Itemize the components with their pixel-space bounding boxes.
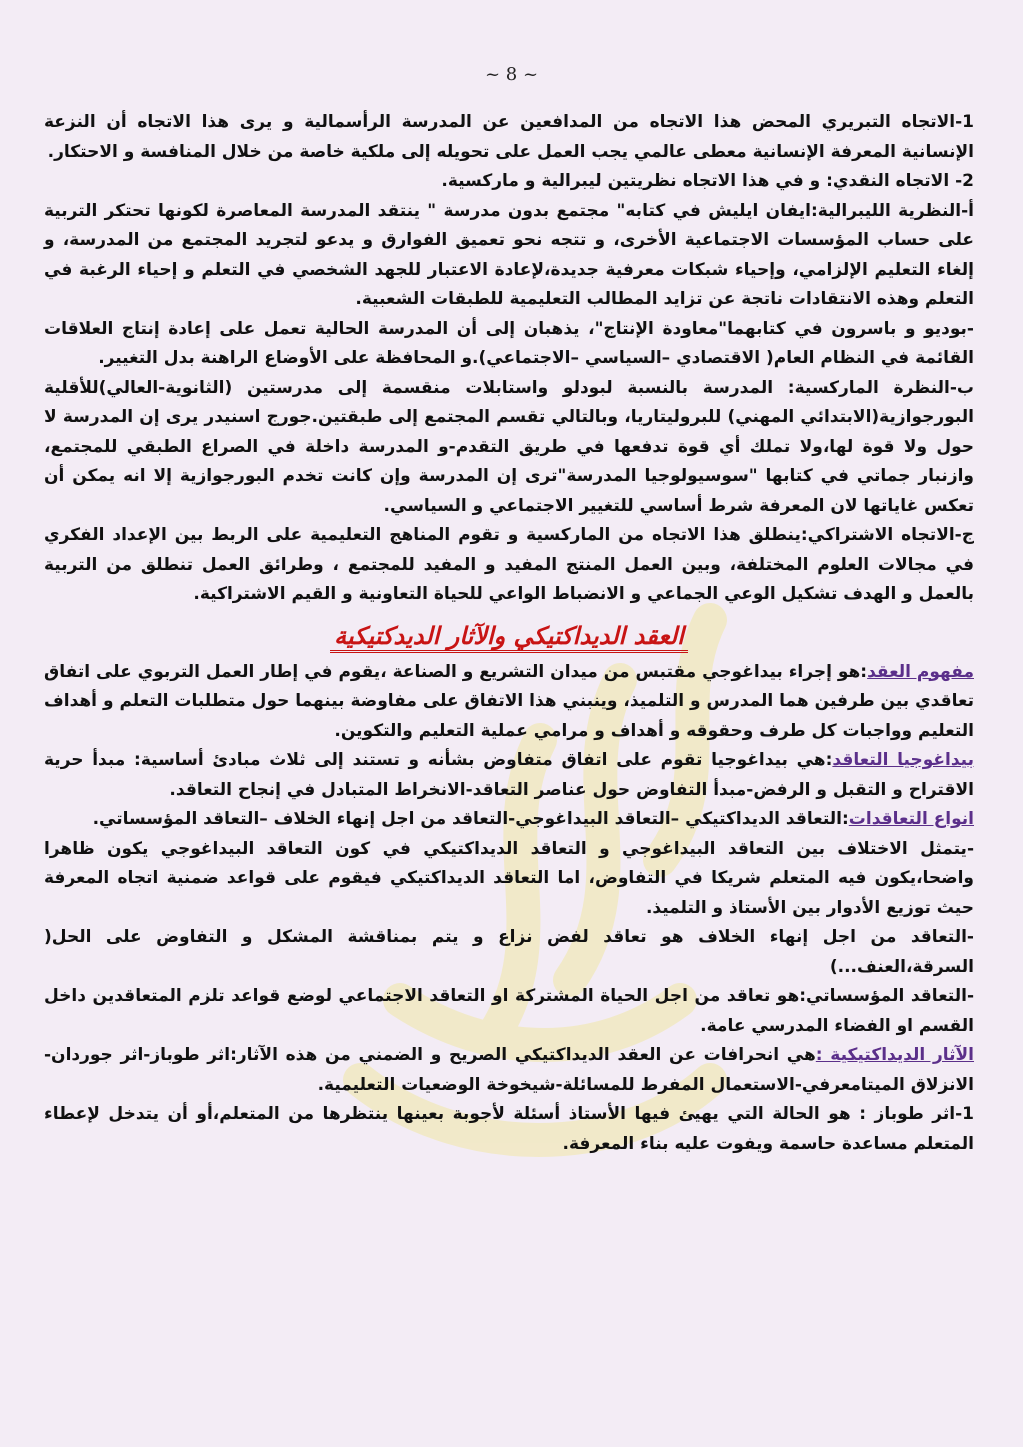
text-contract-concept: :هو إجراء بيداغوجي مقتبس من ميدان التشريع و الصناعة ،يقوم في إطار العمل التربوي على اتفاق تعاقدي بين طرفين هما المدرس و التلميذ، وينبني هذا الاتفاق على مفاوضة بينهما حول متطلبات التعلم و أهداف التعليم وواجبات كل طرف وحقوقه و أهداف و مرامي عملية التعليم والتكوين.: [44, 661, 974, 741]
paragraph-justification-trend: 1-الاتجاه التبريري المحض هذا الاتجاه من المدافعين عن المدرسة الرأسمالية و يرى هذا الاتجاه أن النزعة الإنسانية المعرفة الإنسانية معطى عالمي يجب العمل على تحويله إلى ملكية خاصة من خلال المنافسة و الاحتكار.: [44, 112, 974, 162]
term-contract-pedagogy: بيداغوجيا التعاقد: [832, 750, 974, 770]
paragraph-didactic-effects: [44, 1041, 974, 1100]
paragraph-topaze-effect: 1-اثر طوباز : هو الحالة التي يهيئ فيها الأستاذ أسئلة لأجوبة بعينها ينتظرها من المتعلم،أو أن يتدخل لإعطاء المتعلم مساعدة حاسمة ويفوت عليه بناء المعرفة.: [44, 1104, 974, 1154]
term-contract-types: انواع التعاقدات: [848, 809, 974, 829]
paragraph-contract-pedagogy: [44, 746, 974, 805]
term-contract-concept: مفهوم العقد: [867, 661, 974, 682]
paragraph-bourdieu-passeron: -بوديو و باسرون في كتابهما"معاودة الإنتاج"، يذهبان إلى أن المدرسة الحالية تعمل على إعادة إنتاج العلاقات القائمة في النظام العام( الاقتصادي –السياسي –الاجتماعي).و المحافظة على الأوضاع الراهنة بدل التغيير.: [44, 318, 974, 368]
section-heading-text: العقد الديداكتيكي والآثار الديدكتيكية: [330, 621, 688, 653]
paragraph-conflict-contract: -التعاقد من اجل إنهاء الخلاف هو تعاقد لفض نزاع و يتم بمناقشة المشكل و التفاوض على الحل( السرقة،العنف...): [44, 927, 974, 977]
paragraph-institutional-contract: -التعاقد المؤسساتي:هو تعاقد من اجل الحياة المشتركة او التعاقد الاجتماعي لوضع قواعد تلزم المتعاقدين داخل القسم او الفضاء المدرسي عامة.: [44, 986, 974, 1036]
page-number: ~ 8 ~: [484, 64, 539, 85]
paragraph-critical-trend: 2- الاتجاه النقدي: و في هذا الاتجاه نظريتين ليبرالية و ماركسية.: [441, 171, 974, 191]
paragraph-marxist-view: ب-النظرة الماركسية: المدرسة بالنسبة لبودلو واستابلات منقسمة إلى مدرستين (الثانوية-العالي)للأقلية البورجوازية(الابتدائي المهني) للبروليتاريا، وبالتالي تقسم المجتمع إلى طبقتين.جورج اسنيدر يرى إن المدرسة لا حول ولا قوة لها،ولا تملك أي قوة تدفعها في طريق التقدم-و المدرسة داخلة في الصراع الطبقي للمجتمع، وازنبار جماتي في كتابها "سوسيولوجيا المدرسة"ترى إن المدرسة وإن كانت تخدم البورجوازية إلا انه يمكن أن تعكس غاياتها لان المعرفة شرط أساسي للتغيير الاجتماعي و السياسي.: [44, 377, 974, 516]
section-heading: [44, 618, 974, 654]
paragraph-contract-concept: [44, 658, 974, 747]
paragraph-socialist-trend: ج-الاتجاه الاشتراكي:ينطلق هذا الاتجاه من الماركسية و تقوم المناهج التعليمية على الربط بين الإعداد الفكري في مجالات العلوم المختلفة، وبين العمل المنتج المفيد و المفيد للمجتمع ، وطرائق العمل تنطلق من التربية بالعمل و الهدف تشكيل الوعي الجماعي و الانضباط الواعي للحياة التعاونية و القيم الاشتراكية.: [44, 525, 974, 604]
document-body: [44, 108, 974, 1159]
paragraph-contract-difference: -يتمثل الاختلاف بين التعاقد البيداغوجي و التعاقد الديداكتيكي في كون التعاقد البيداغوجي يكون ظاهرا واضحا،يكون فيه المتعلم شريكا في التفاوض، اما التعاقد الديداكتيكي فيقوم على قواعد ضمنية اتجاه المعرفة حيث توزيع الأدوار بين الأستاذ و التلميذ.: [44, 838, 974, 918]
text-contract-types: :التعاقد الديداكتيكي –التعاقد البيداغوجي-التعاقد من اجل إنهاء الخلاف –التعاقد المؤسساتي.: [92, 809, 849, 829]
paragraph-liberal-theory: أ-النظرية الليبرالية:ايفان ايليش في كتابه" مجتمع بدون مدرسة " ينتقد المدرسة المعاصرة لكونها تحتكر التربية على حساب المؤسسات الاجتماعية الأخرى، و تتجه نحو تعميق الفوارق و يدعو لتجريد المجتمع من المدرسة، و إلغاء التعليم الإلزامي، وإحياء شبكات معرفية جديدة،لإعادة الاعتبار للجهد الشخصي في التعلم و إحياء الرغبة في التعلم وهذه الانتقادات ناتجة عن تزايد المطالب التعليمية للطبقات الشعبية.: [44, 200, 974, 309]
text-didactic-effects: هي انحرافات عن العقد الديداكتيكي الصريح و الضمني من هذه الآثار:اثر طوباز-اثر جوردان-الانزلاق الميتامعرفي-الاستعمال المفرط للمسائلة-شيخوخة الوضعيات التعليمية.: [44, 1045, 974, 1095]
text-contract-pedagogy: :هي بيداغوجيا تقوم على اتفاق متفاوض بشأنه و تستند إلى ثلاث مبادئ أساسية: مبدأ حرية الاقتراح و التقبل و الرفض-مبدأ التفاوض حول عناصر التعاقد-الانخراط المتبادل في إنجاح التعاقد.: [44, 750, 974, 800]
paragraph-contract-types: [44, 805, 974, 835]
term-didactic-effects: الآثار الديداكتيكية :: [815, 1045, 975, 1065]
